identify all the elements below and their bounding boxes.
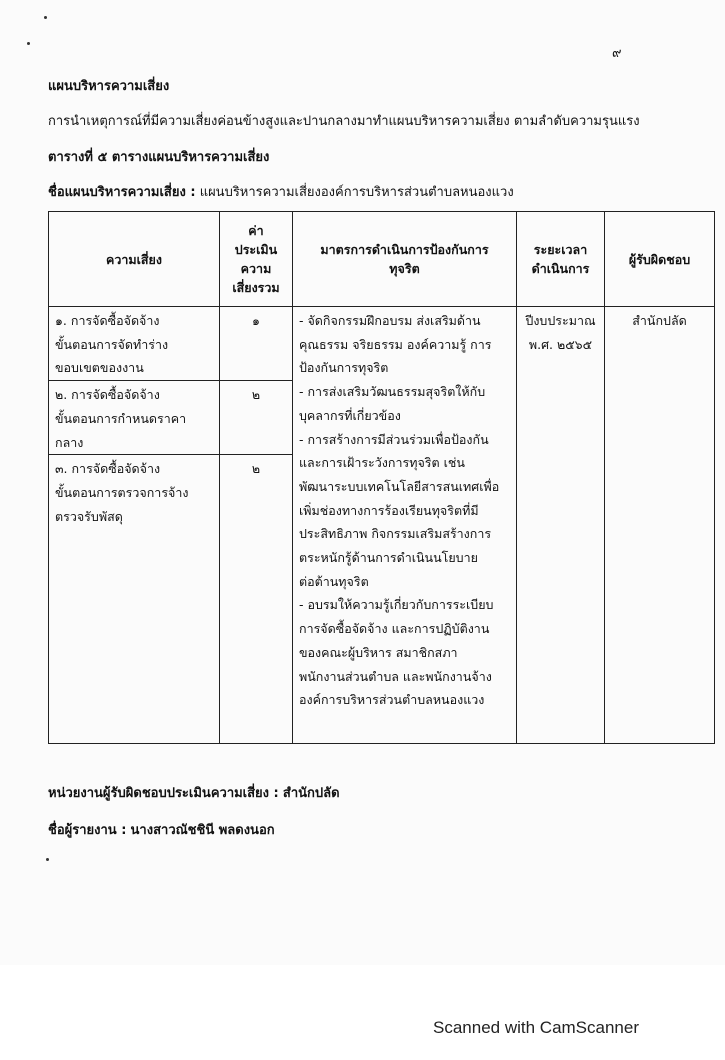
risk-cell: ๑. การจัดซื้อจัดจ้าง ขั้นตอนการจัดทำร่าง ขอบเขตของงาน bbox=[49, 307, 220, 381]
page-number: ๙ bbox=[612, 46, 622, 61]
table-caption: ตารางที่ ๕ ตารางแผนบริหารความเสี่ยง bbox=[48, 150, 270, 165]
intro-text: การนำเหตุการณ์ที่มีความเสี่ยงค่อนข้างสูงและปานกลางมาทำแผนบริหารความเสี่ยง ตามลำดับความรุนแรง bbox=[48, 114, 640, 129]
header-owner: ผู้รับผิดชอบ bbox=[605, 212, 715, 307]
scanner-watermark: Scanned with CamScanner bbox=[433, 1018, 640, 1037]
measures-cell: - จัดกิจกรรมฝึกอบรม ส่งเสริมด้าน คุณธรรม จริยธรรม องค์ความรู้ การ ป้องกันการทุจริต - การส่งเสริมวัฒนธรรมสุจริตให้กับ บุคลากรที่เกี่ยวข้อง - การสร้างการมีส่วนร่วมเพื่อป้องกัน และการเฝ้าระวังการทุจริต เช่น พัฒนาระบบเทคโนโลยีสารสนเทศเพื่อ เพิ่มช่องทางการร้องเรียนทุจริตที่มี ประสิทธิภาพ กิจกรรมเสริมสร้างการ ตระหนักรู้ด้านการดำเนินนโยบาย ต่อต้านทุจริต - อบรมให้ความรู้เกี่ยวกับการระเบียบ การจัดซื้อจัดจ้าง และการปฏิบัติงาน ของคณะผู้บริหาร สมาชิกสภา พนักงานส่วนตำบล และพนักงานจ้าง องค์การบริหารส่วนตำบลหนองแวง bbox=[293, 307, 517, 744]
score-cell: ๒ bbox=[220, 455, 293, 744]
score-cell: ๑ bbox=[220, 307, 293, 381]
reporter bbox=[48, 819, 275, 840]
heading: แผนบริหารความเสี่ยง bbox=[48, 79, 170, 94]
header-measures: มาตรการดำเนินการป้องกันการ ทุจริต bbox=[293, 212, 517, 307]
header-score: ค่า ประเมิน ความ เสี่ยงรวม bbox=[220, 212, 293, 307]
owner-cell: สำนักปลัด bbox=[605, 307, 715, 744]
scan-speck bbox=[46, 858, 49, 861]
responsible-unit-label: หน่วยงานผู้รับผิดชอบประเมินความเสี่ยง : bbox=[48, 786, 279, 801]
reporter-value: นางสาวณัชชินี พลดงนอก bbox=[130, 823, 275, 838]
risk-cell: ๓. การจัดซื้อจัดจ้าง ขั้นตอนการตรวจการจ้าง ตรวจรับพัสดุ bbox=[49, 455, 220, 744]
plan-name-value: แผนบริหารความเสี่ยงองค์การบริหารส่วนตำบลหนองแวง bbox=[199, 185, 514, 200]
responsible-unit-value: สำนักปลัด bbox=[282, 786, 340, 801]
header-risk: ความเสี่ยง bbox=[49, 212, 220, 307]
scan-speck bbox=[27, 42, 30, 45]
table-row bbox=[49, 307, 715, 381]
scan-speck bbox=[44, 16, 47, 19]
plan-name bbox=[48, 181, 514, 202]
plan-name-label: ชื่อแผนบริหารความเสี่ยง : bbox=[48, 185, 196, 200]
score-cell: ๒ bbox=[220, 381, 293, 455]
period-cell: ปีงบประมาณ พ.ศ. ๒๕๖๕ bbox=[517, 307, 605, 744]
reporter-label: ชื่อผู้รายงาน : bbox=[48, 823, 127, 838]
risk-cell: ๒. การจัดซื้อจัดจ้าง ขั้นตอนการกำหนดราคา กลาง bbox=[49, 381, 220, 455]
responsible-unit bbox=[48, 782, 340, 803]
table-header-row bbox=[49, 212, 715, 307]
header-period: ระยะเวลา ดำเนินการ bbox=[517, 212, 605, 307]
risk-plan-table bbox=[48, 211, 715, 744]
